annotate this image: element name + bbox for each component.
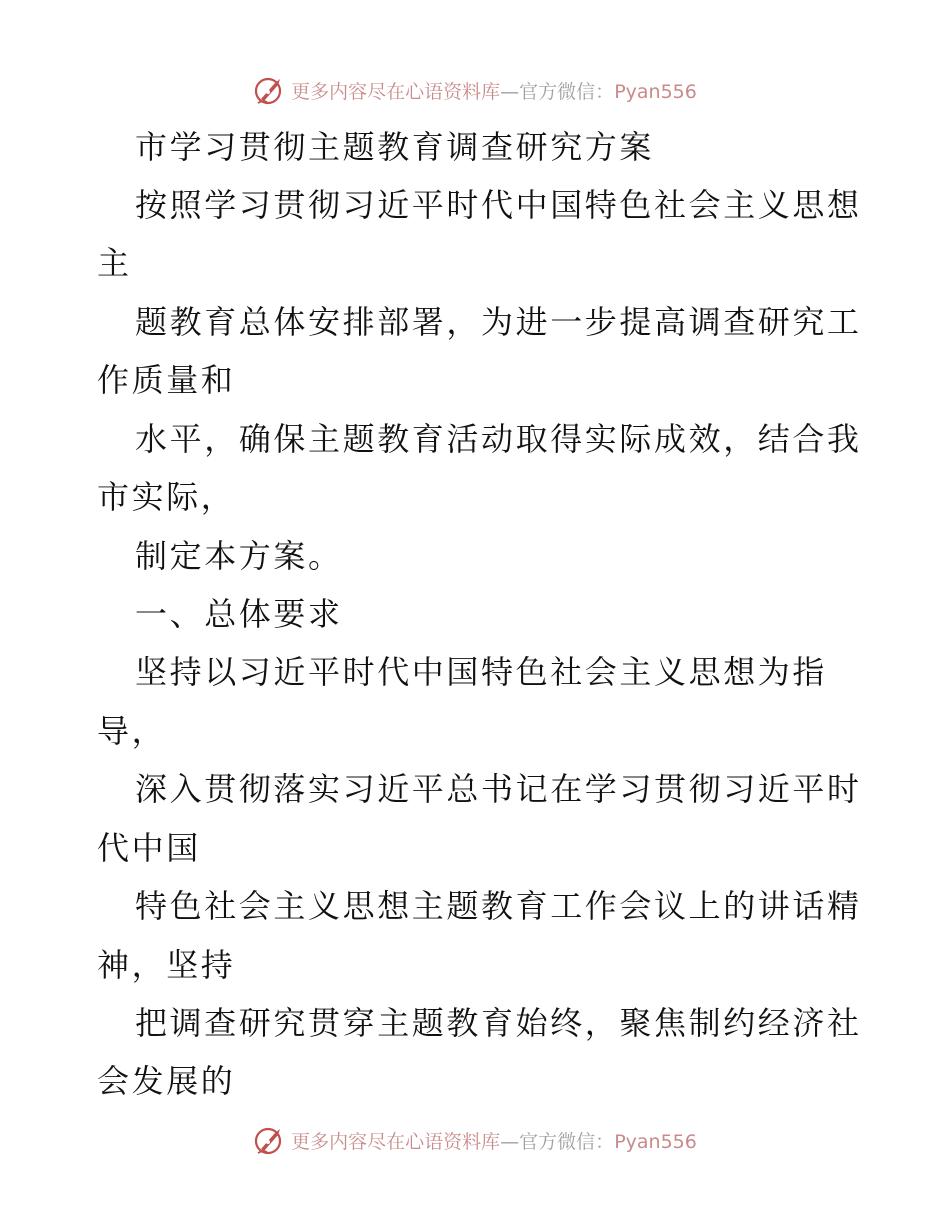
- text-line: 题教育总体安排部署，为进一步提高调查研究工: [135, 303, 862, 341]
- text-line: 神，坚持: [97, 946, 236, 984]
- watermark-label: 官方微信：: [519, 1130, 615, 1153]
- text-line: 会发展的: [97, 1062, 236, 1100]
- text-line: 导，: [97, 712, 167, 750]
- watermark-label: 官方微信：: [519, 80, 615, 103]
- document-title: 市学习贯彻主题教育调查研究方案: [135, 128, 655, 166]
- text-line: 代中国: [97, 829, 201, 867]
- text-line: 作质量和: [97, 361, 236, 399]
- text-line: 制定本方案。: [135, 537, 343, 575]
- text-line: 主: [97, 244, 132, 282]
- text-line: 市实际，: [97, 478, 236, 516]
- watermark-account: Pyan556: [614, 80, 697, 103]
- watermark-text: [291, 1127, 697, 1154]
- section-heading: 一、总体要求: [135, 595, 343, 633]
- text-line: 水平，确保主题教育活动取得实际成效，结合我: [135, 420, 862, 458]
- watermark-brand: 更多内容尽在心语资料库: [291, 1130, 501, 1153]
- footer-watermark: [0, 1120, 950, 1160]
- watermark-separator: —: [500, 80, 520, 103]
- text-line: 深入贯彻落实习近平总书记在学习贯彻习近平时: [135, 770, 862, 808]
- text-line: 把调查研究贯穿主题教育始终，聚焦制约经济社: [135, 1004, 862, 1042]
- text-line: 按照学习贯彻习近平时代中国特色社会主义思想: [135, 186, 862, 224]
- watermark-brand: 更多内容尽在心语资料库: [291, 80, 501, 103]
- text-line: 坚持以习近平时代中国特色社会主义思想为指: [135, 653, 828, 691]
- pen-nib-logo-icon: [253, 1123, 287, 1157]
- text-line: 特色社会主义思想主题教育工作会议上的讲话精: [135, 887, 862, 925]
- watermark-separator: —: [500, 1130, 520, 1153]
- watermark-account: Pyan556: [614, 1130, 697, 1153]
